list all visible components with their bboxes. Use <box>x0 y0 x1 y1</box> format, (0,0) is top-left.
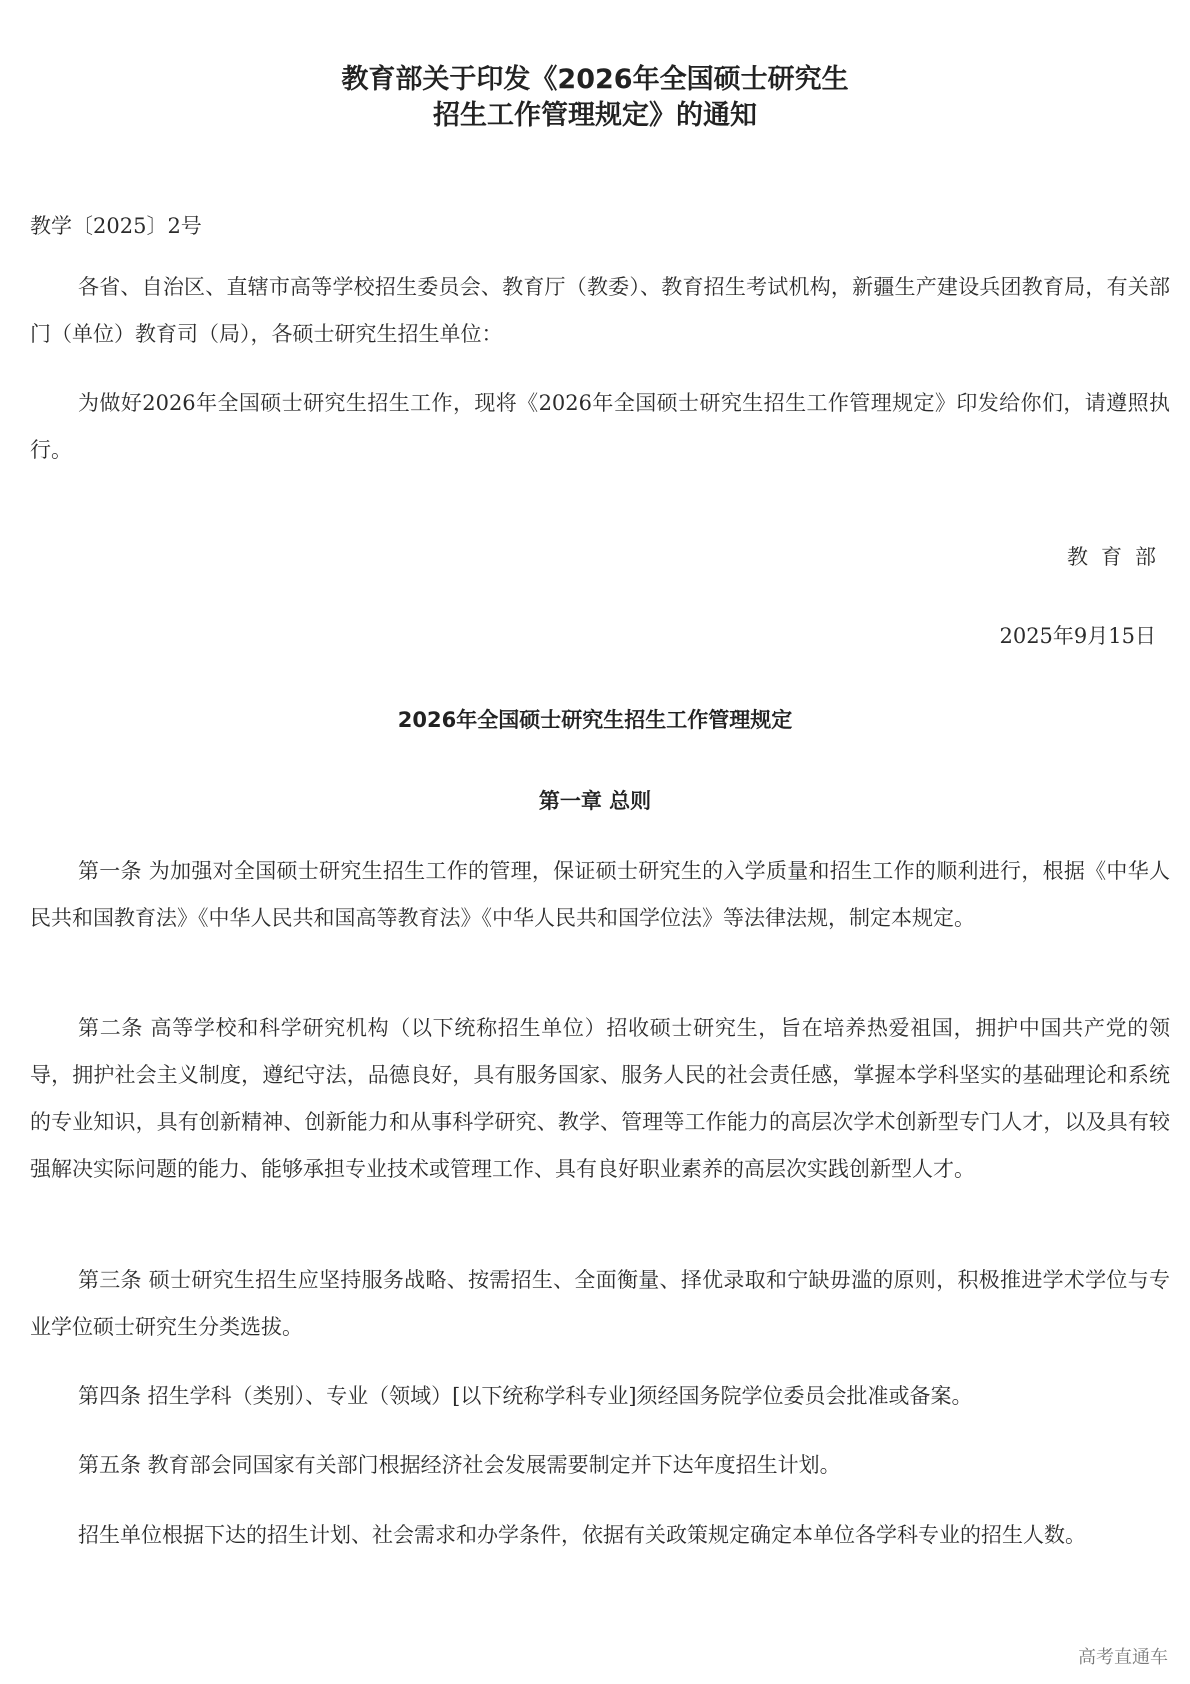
notice-title-line-2: 招生工作管理规定》的通知 <box>433 100 757 131</box>
article-5-paragraph-2: 招生单位根据下达的招生计划、社会需求和办学条件，依据有关政策规定确定本单位各学科专业的招生人数。 <box>78 1523 1086 1547</box>
document-number: 教学〔2025〕2号 <box>30 214 202 238</box>
article-3: 第三条 硕士研究生招生应坚持服务战略、按需招生、全面衡量、择优录取和宁缺毋滥的原则，积极推进学术学位与专业学位硕士研究生分类选拔。 <box>30 1268 1170 1339</box>
issue-date: 2025年9月15日 <box>999 624 1156 648</box>
addressee-paragraph: 各省、自治区、直辖市高等学校招生委员会、教育厅（教委）、教育招生考试机构，新疆生产建设兵团教育局，有关部门（单位）教育司（局），各硕士研究生招生单位： <box>30 275 1170 346</box>
article-1: 第一条 为加强对全国硕士研究生招生工作的管理，保证硕士研究生的入学质量和招生工作的顺利进行，根据《中华人民共和国教育法》《中华人民共和国高等教育法》《中华人民共和国学位法》等法律法规，制定本规定。 <box>30 859 1170 930</box>
article-4: 第四条 招生学科（类别）、专业（领域）[以下统称学科专业]须经国务院学位委员会批准或备案。 <box>78 1384 973 1408</box>
chapter-title: 第一章 总则 <box>538 789 652 813</box>
signer: 教育部 <box>1067 545 1169 569</box>
regulation-title: 2026年全国硕士研究生招生工作管理规定 <box>397 708 793 732</box>
article-5: 第五条 教育部会同国家有关部门根据经济社会发展需要制定并下达年度招生计划。 <box>78 1453 841 1477</box>
article-2: 第二条 高等学校和科学研究机构（以下统称招生单位）招收硕士研究生，旨在培养热爱祖国，拥护中国共产党的领导，拥护社会主义制度，遵纪守法，品德良好，具有服务国家、服务人民的社会责任感，掌握本学科坚实的基础理论和系统的专业知识，具有创新精神、创新能力和从事科学研究、教学、管理等工作能力的高层次学术创新型专门人才，以及具有较强解决实际问题的能力、能够承担专业技术或管理工作、具有良好职业素养的高层次实践创新型人才。 <box>30 1016 1170 1181</box>
source-watermark: 高考直通车 <box>1078 1647 1168 1668</box>
intro-paragraph: 为做好2026年全国硕士研究生招生工作，现将《2026年全国硕士研究生招生工作管理规定》印发给你们，请遵照执行。 <box>30 391 1170 462</box>
notice-title-line-1: 教育部关于印发《2026年全国硕士研究生 <box>341 64 849 95</box>
